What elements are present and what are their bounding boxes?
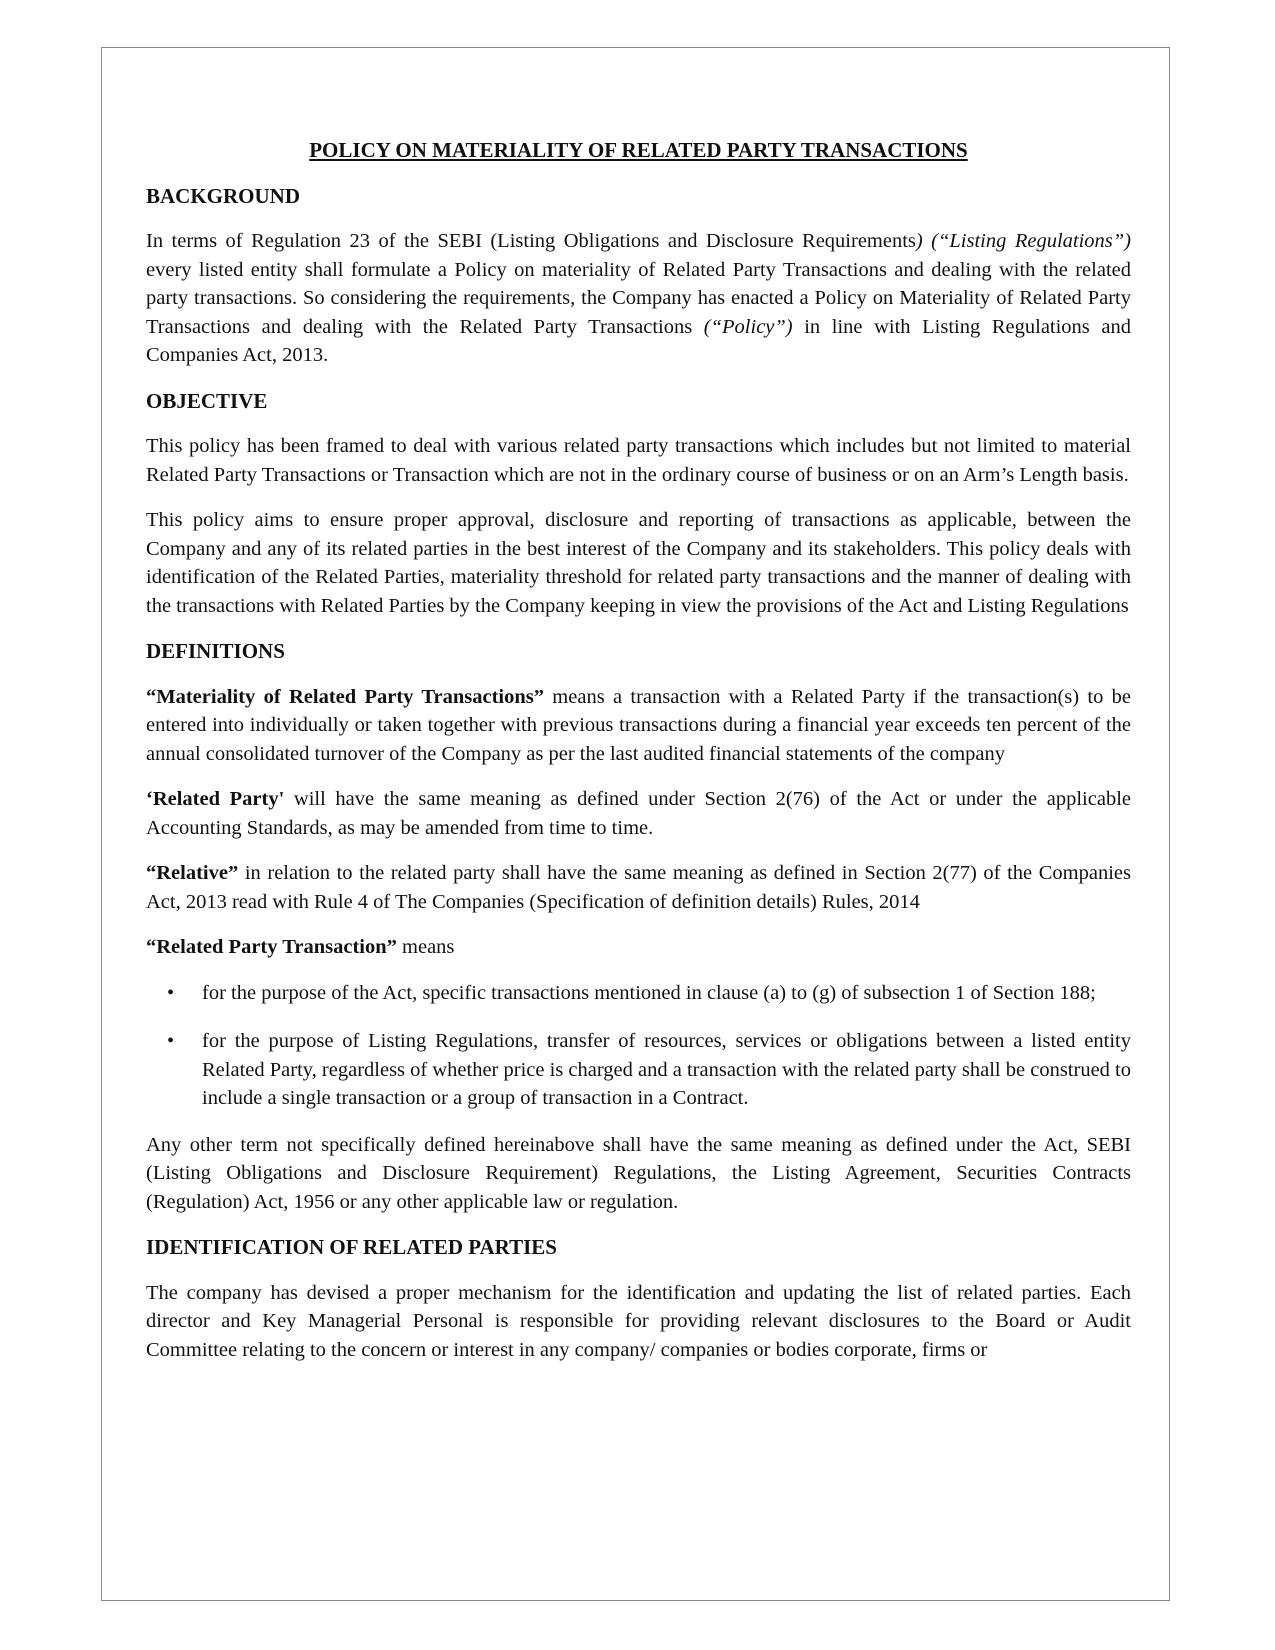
definition-text-materiality: means a transaction with a Related Party if the transaction(s) to be entered into individually or taken together with previous transactions during a financial year exceeds ten percent of the annual consolidated turnover of the Company as per the last audited financial statements of the company	[146, 685, 1132, 765]
definition-term-materiality: “Materiality of Related Party Transactions”	[146, 685, 544, 708]
background-text-3: every listed entity shall formulate a Policy on materiality of Related Party Transactions and dealing with the related party transactions. So considering the requirements, the Company has enacted a Policy on Materiality of Related Party Transactions and dealing with the Related Party Transactions	[146, 258, 1131, 338]
document-title: POLICY ON MATERIALITY OF RELATED PARTY TRANSACTIONS	[309, 138, 968, 162]
bullet-icon: •	[167, 1030, 175, 1052]
objective-paragraph-1: This policy has been framed to deal with various related party transactions which includes but not limited to material Related Party Transactions or Transaction which are not in the ordinary course of business or on an Arm’s Length basis.	[146, 435, 1131, 486]
document-body	[146, 136, 1131, 1381]
heading-identification: IDENTIFICATION OF RELATED PARTIES	[146, 1235, 557, 1259]
definition-text-rpt: means	[396, 936, 455, 958]
definition-related-party	[146, 785, 1131, 842]
list-item	[146, 1027, 1131, 1113]
identification-paragraph: The company has devised a proper mechanism for the identification and updating the list of related parties. Each director and Key Managerial Personal is responsible for providing relevant disclosures to the Board or Audit Committee relating to the concern or interest in any company/ companies or bodies corporate, firms or	[146, 1281, 1131, 1361]
definition-term-related-party: ‘Related Party'	[146, 788, 285, 810]
definitions-other-terms: Any other term not specifically defined hereinabove shall have the same meaning as defined under the Act, SEBI (Listing Obligations and Disclosure Requirement) Regulations, the Listing Agreement, Securities Contracts (Regulation) Act, 1956 or any other applicable law or regulation.	[146, 1133, 1131, 1213]
list-item	[146, 979, 1131, 1008]
definition-term-relative: “Relative”	[146, 862, 239, 884]
background-text-5: in line with Listing Regulations and Companies Act, 2013.	[146, 315, 1131, 366]
definition-text-related-party: will have the same meaning as defined under Section 2(76) of the Act or under the applicable Accounting Standards, as may be amended from time to time.	[146, 788, 1131, 839]
list-item-text: for the purpose of Listing Regulations, transfer of resources, services or obligations between a listed entity Related Party, regardless of whether price is charged and a transaction with the related party shall be construed to include a single transaction or a group of transaction in a Contract.	[202, 1030, 1131, 1109]
heading-definitions: DEFINITIONS	[146, 639, 285, 663]
definition-related-party-transaction	[146, 933, 1131, 962]
definition-relative	[146, 859, 1131, 916]
list-item-text: for the purpose of the Act, specific transactions mentioned in clause (a) to (g) of subsection 1 of Section 188;	[202, 981, 1096, 1004]
rpt-bullet-list	[146, 979, 1131, 1113]
bullet-icon: •	[167, 981, 175, 1004]
background-text-2: ) (“Listing Regulations”)	[915, 230, 1131, 252]
heading-background: BACKGROUND	[146, 183, 301, 208]
definition-materiality	[146, 683, 1131, 769]
background-text-1: In terms of Regulation 23 of the SEBI (Listing Obligations and Disclosure Requirements	[146, 230, 916, 252]
definition-term-rpt: “Related Party Transaction”	[146, 936, 397, 958]
objective-paragraph-2: This policy aims to ensure proper approval, disclosure and reporting of transactions as applicable, between the Company and any of its related parties in the best interest of the Company and its stakeholders. This policy deals with identification of the Related Parties, materiality threshold for related party transactions and the manner of dealing with the transactions with Related Parties by the Company keeping in view the provisions of the Act and Listing Regulations	[146, 509, 1131, 617]
background-text-4: (“Policy”)	[703, 315, 793, 338]
definition-text-relative: in relation to the related party shall have the same meaning as defined in Section 2(77) of the Companies Act, 2013 read with Rule 4 of The Companies (Specification of definition details) Rules, 2014	[146, 862, 1131, 913]
background-paragraph	[146, 227, 1131, 370]
heading-objective: OBJECTIVE	[146, 388, 268, 413]
